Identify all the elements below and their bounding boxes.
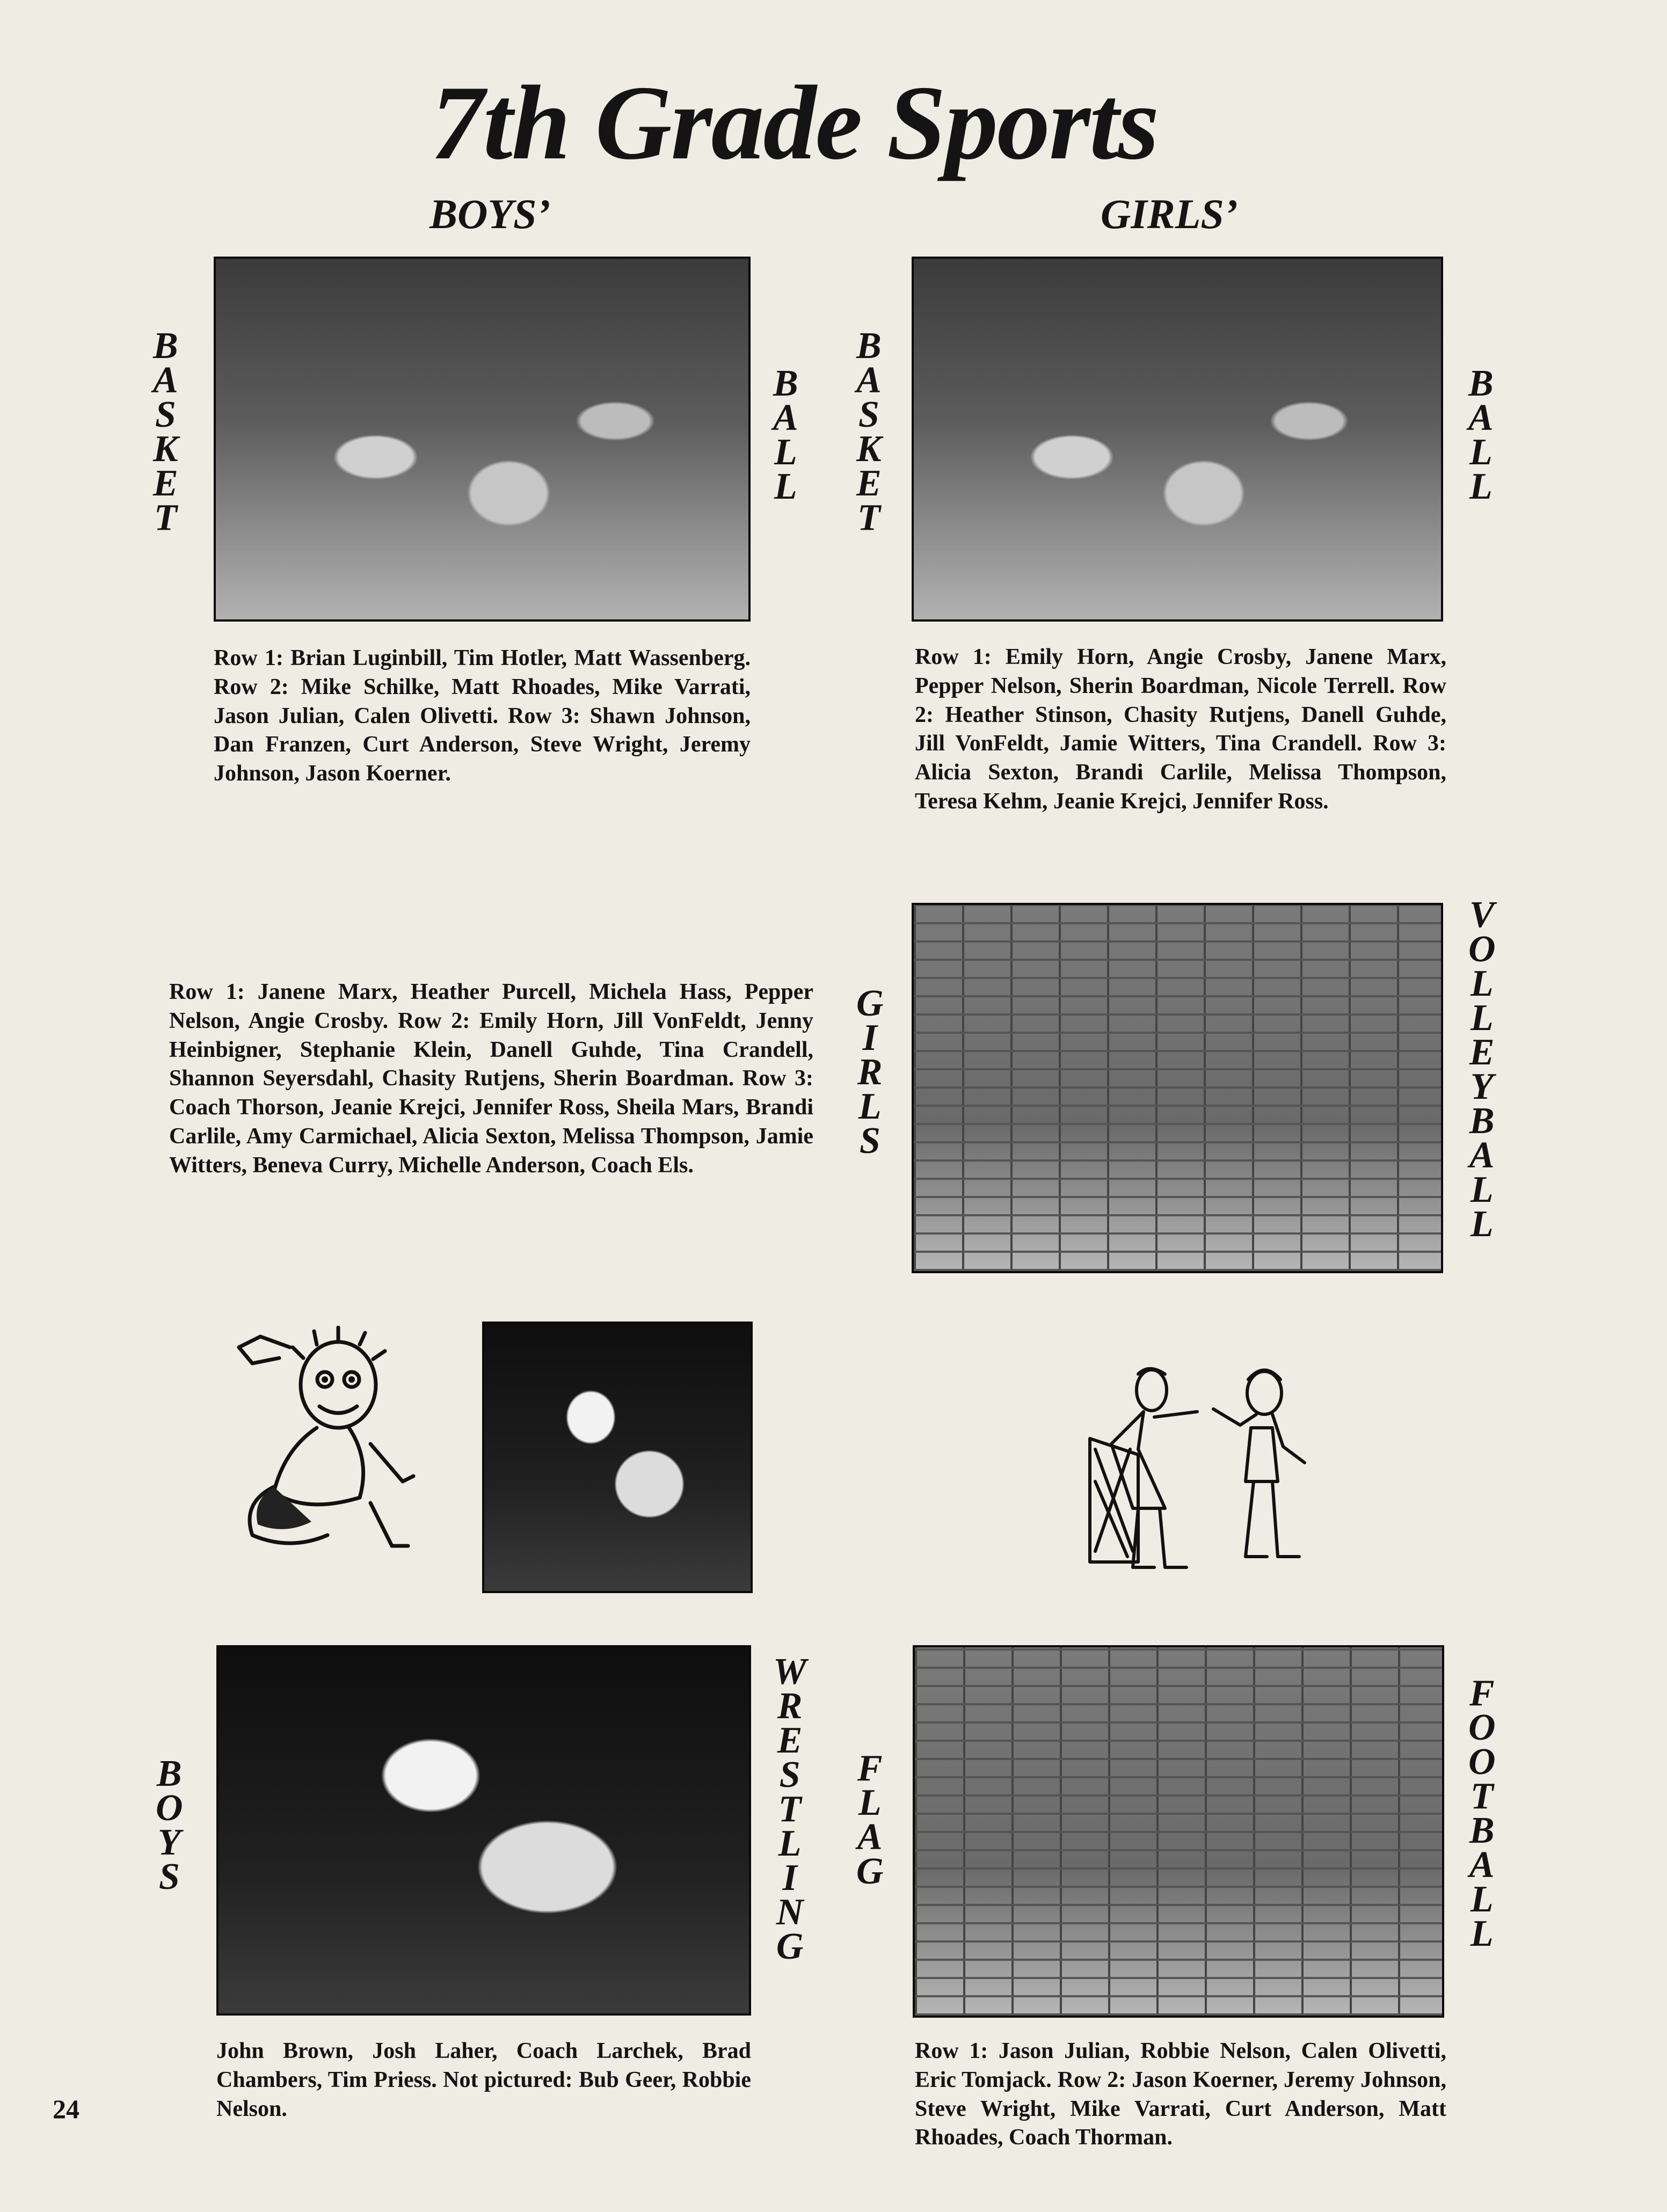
girls-basketball-right-label: B A L L bbox=[1468, 363, 1494, 507]
flag-football-photo bbox=[913, 1645, 1444, 2018]
girls-volleyball-left-label: G I R L S bbox=[856, 983, 884, 1162]
page-number: 24 bbox=[53, 2094, 79, 2124]
girls-basketball-photo bbox=[912, 257, 1443, 622]
flag-football-caption: Row 1: Jason Julian, Robbie Nelson, Calen Olivetti, Eric Tomjack. Row 2: Jason Koerner, Jeremy Johnson, Steve Wright, Mike Varrati, Curt Anderson, Matt Rhoades, Coach Thorman. bbox=[915, 2039, 1446, 2150]
wrestling-cartoon-illustration bbox=[209, 1326, 435, 1562]
girls-header: GIRLS’ bbox=[1101, 191, 1238, 237]
football-cartoon-illustration bbox=[1079, 1363, 1326, 1578]
boys-wrestling-left-label: B O Y S bbox=[156, 1753, 183, 1897]
girls-volleyball-caption: Row 1: Janene Marx, Heather Purcell, Michela Hass, Pepper Nelson, Angie Crosby. Row 2: Emily Horn, Jill VonFeldt, Jenny Heinbigner, Stephanie Klein, Danell Guhde, Tina Crandell, Shannon Seyersdahl, Chasity Rutjens, Sherin Boardman. Row 3: Coach Thorson, Jeanie Krejci, Jennifer Ross, Sheila Mars, Brandi Carlile, Amy Carmichael, Alicia Sexton, Melissa Thompson, Jamie Witters, Beneva Curry, Michelle Anderson, Coach Els. bbox=[169, 980, 813, 1178]
girls-volleyball-right-label: V O L L E Y B A L L bbox=[1468, 894, 1496, 1245]
boys-basketball-caption: Row 1: Brian Luginbill, Tim Hotler, Matt Wassenberg. Row 2: Mike Schilke, Matt Rhoades, Mike Varrati, Jason Julian, Calen Olivetti. Row 3: Shawn Johnson, Dan Franzen, Curt Anderson, Steve Wright, Jeremy Johnson, Jason Koerner. bbox=[214, 646, 751, 786]
boys-basketball-right-label: B A L L bbox=[773, 363, 798, 507]
boys-header: BOYS’ bbox=[430, 191, 551, 237]
boys-wrestling-photo bbox=[216, 1645, 751, 2016]
boys-wrestling-caption: John Brown, Josh Laher, Coach Larchek, Brad Chambers, Tim Priess. Not pictured: Bub Geer, Robbie Nelson. bbox=[216, 2039, 751, 2121]
boys-basketball-photo bbox=[214, 257, 751, 622]
boys-basketball-left-label: B A S K E T bbox=[153, 325, 178, 538]
page-title: 7th Grade Sports bbox=[431, 64, 1159, 181]
girls-basketball-left-label: B A S K E T bbox=[856, 325, 882, 538]
boys-wrestling-right-label: W R E S T L I N G bbox=[773, 1651, 807, 1967]
wrestling-action-photo bbox=[482, 1322, 753, 1593]
girls-volleyball-photo bbox=[912, 903, 1443, 1273]
flag-football-left-label: F L A G bbox=[856, 1748, 884, 1892]
flag-football-right-label: F O O T B A L L bbox=[1468, 1673, 1496, 1954]
girls-basketball-caption: Row 1: Emily Horn, Angie Crosby, Janene Marx, Pepper Nelson, Sherin Boardman, Nicole Terrell. Row 2: Heather Stinson, Chasity Rutjens, Danell Guhde, Jill VonFeldt, Jamie Witters, Tina Crandell. Row 3: Alicia Sexton, Brandi Carlile, Melissa Thompson, Teresa Kehm, Jeanie Krejci, Jennifer Ross. bbox=[915, 645, 1446, 814]
